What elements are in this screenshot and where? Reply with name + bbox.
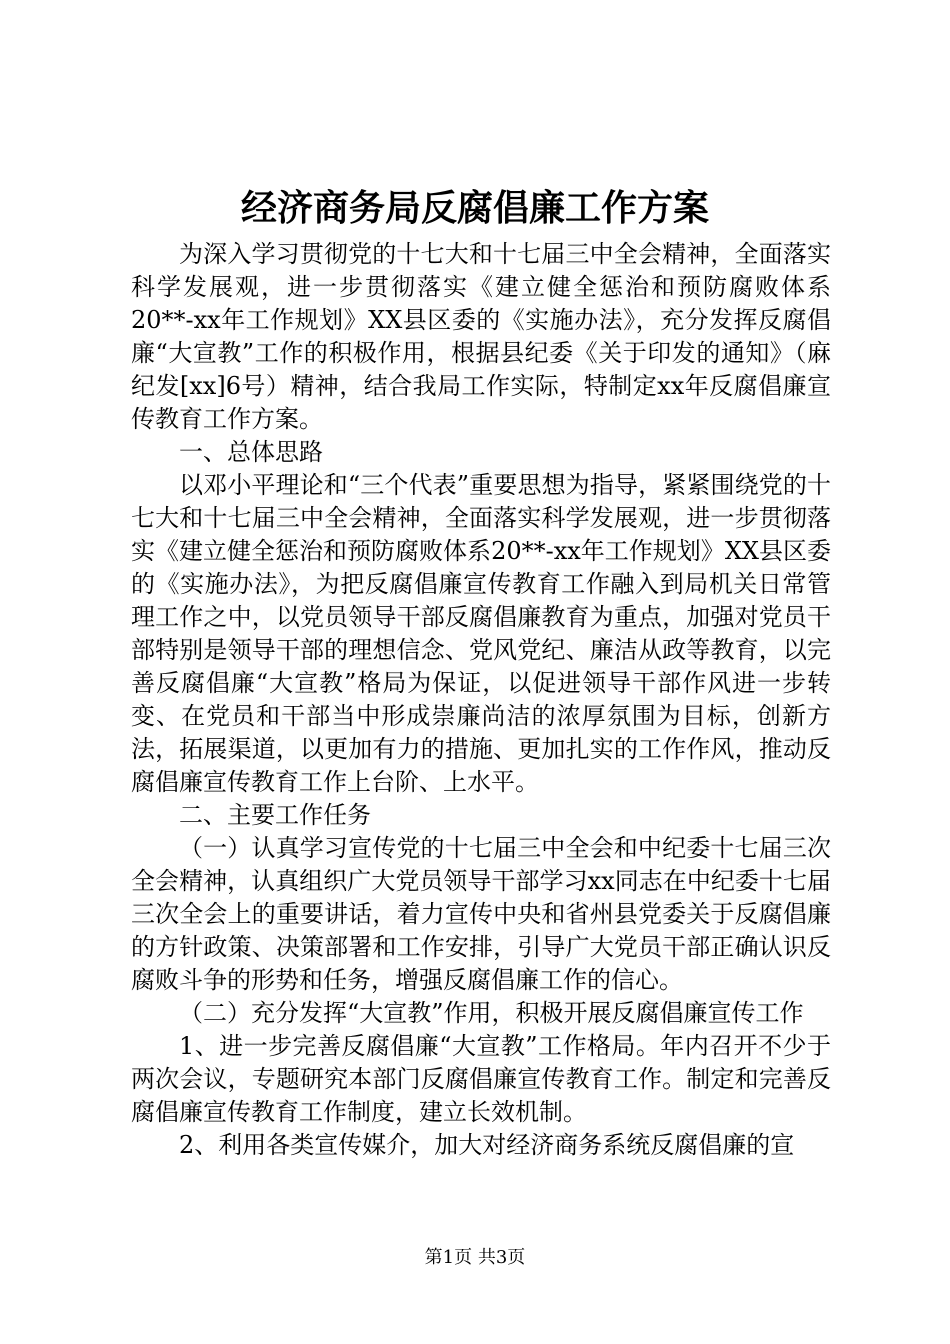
document-title: 经济商务局反腐倡廉工作方案 — [240, 187, 709, 229]
task-two-heading: （二）充分发挥“大宣教”作用，积极开展反腐倡廉宣传工作 — [179, 999, 804, 1027]
section-heading-main-tasks: 二、主要工作任务 — [179, 801, 371, 829]
section-heading-overall-approach: 一、总体思路 — [179, 438, 323, 466]
document-body — [131, 238, 831, 1162]
item-one-paragraph: 1、进一步完善反腐倡廉“大宣教”工作格局。年内召开不少于两次会议，专题研究本部门反腐倡廉宣传教育工作。制定和完善反腐倡廉宣传教育工作制度，建立长效机制。 — [131, 1032, 831, 1126]
item-two-paragraph: 2、利用各类宣传媒介，加大对经济商务系统反腐倡廉的宣 — [179, 1131, 795, 1159]
task-one-paragraph: （一）认真学习宣传党的十七届三中全会和中纪委十七届三次全会精神，认真组织广大党员领导干部学习xx同志在中纪委十七届三次全会上的重要讲话，着力宣传中央和省州县党委关于反腐倡廉的方针政策、决策部署和工作安排，引导广大党员干部正确认识反腐败斗争的形势和任务，增强反腐倡廉工作的信心。 — [131, 834, 831, 994]
overall-approach-paragraph: 以邓小平理论和“三个代表”重要思想为指导，紧紧围绕党的十七大和十七届三中全会精神，全面落实科学发展观，进一步贯彻落实《建立健全惩治和预防腐败体系20**-xx年工作规划》XX县区委的《实施办法》，为把反腐倡廉宣传教育工作融入到局机关日常管理工作之中，以党员领导干部反腐倡廉教育为重点，加强对党员干部特别是领导干部的理想信念、党风党纪、廉洁从政等教育，以完善反腐倡廉“大宣教”格局为保证，以促进领导干部作风进一步转变、在党员和干部当中形成崇廉尚洁的浓厚氛围为目标，创新方法，拓展渠道，以更加有力的措施、更加扎实的工作作风，推动反腐倡廉宣传教育工作上台阶、上水平。 — [131, 471, 831, 796]
page-number-footer: 第1页 共3页 — [424, 1247, 526, 1268]
intro-paragraph: 为深入学习贯彻党的十七大和十七届三中全会精神，全面落实科学发展观，进一步贯彻落实《建立健全惩治和预防腐败体系20**-xx年工作规划》XX县区委的《实施办法》，充分发挥反腐倡廉“大宣教”工作的积极作用，根据县纪委《关于印发的通知》（麻纪发[xx]6号）精神，结合我局工作实际，特制定xx年反腐倡廉宣传教育工作方案。 — [131, 240, 831, 433]
